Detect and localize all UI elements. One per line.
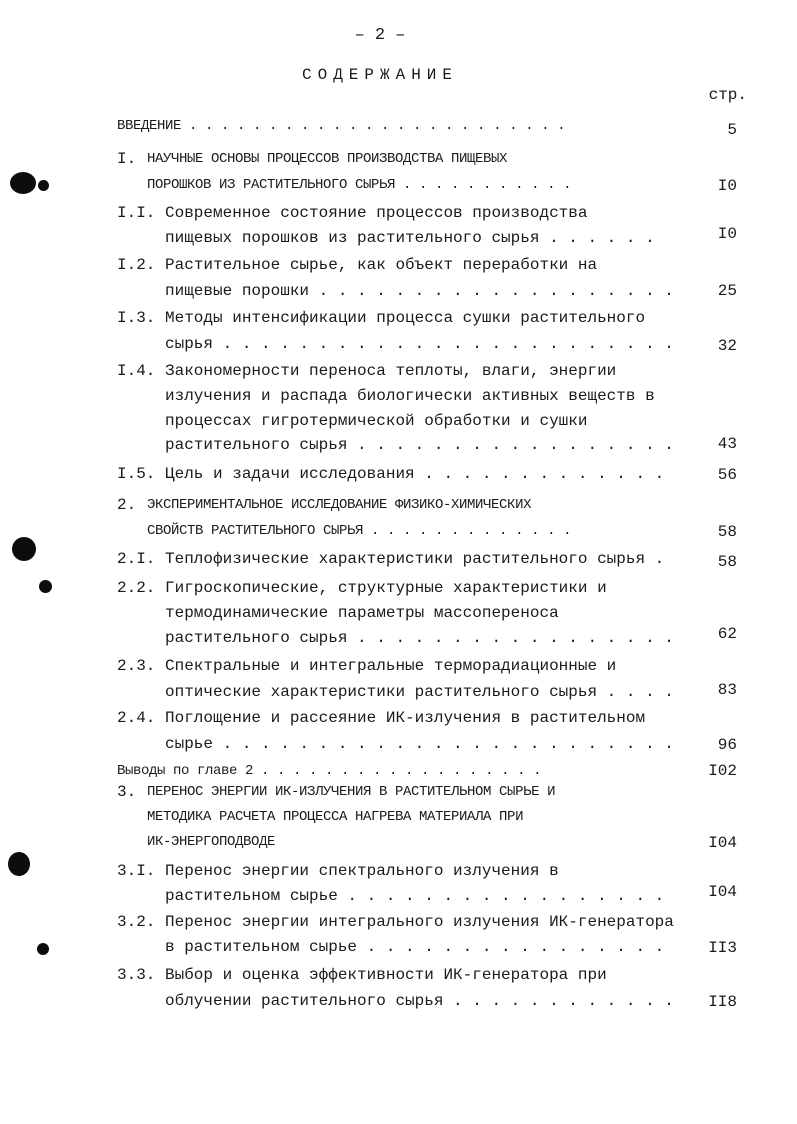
toc-entry-line: Спектральные и интегральные терморадиационные и xyxy=(165,657,617,675)
page-number: – 2 – xyxy=(354,26,406,45)
toc-entry-line: Перенос энергии спектрального излучения в xyxy=(165,862,559,880)
toc-page-number: 56 xyxy=(717,466,737,484)
toc-entry-line: термодинамические параметры массопереноса xyxy=(165,604,559,622)
toc-entry-line: Теплофизические характеристики растительного сырья . xyxy=(165,550,665,568)
toc-page-number: I02 xyxy=(708,762,737,780)
contents-title: СОДЕРЖАНИЕ xyxy=(301,66,458,84)
toc-entry-number: 2.I. xyxy=(117,550,156,568)
toc-page-number: 58 xyxy=(717,523,737,541)
toc-entry-line: МЕТОДИКА РАСЧЕТА ПРОЦЕССА НАГРЕВА МАТЕРИАЛА ПРИ xyxy=(147,809,524,825)
toc-entry-line: Выбор и оценка эффективности ИК-генератора при xyxy=(165,966,607,984)
toc-entry-line: пищевые порошки . . . . . . . . . . . . . . . . . . . xyxy=(165,282,674,300)
toc-entry-line: ЭКСПЕРИМЕНТАЛЬНОЕ ИССЛЕДОВАНИЕ ФИЗИКО-ХИМИЧЕСКИХ xyxy=(147,497,532,513)
toc-entry-number: 3. xyxy=(117,783,137,801)
toc-page-number: I0 xyxy=(717,177,737,195)
toc-entry-number: I.I. xyxy=(117,204,156,222)
toc-entry-line: в растительном сырье . . . . . . . . . . . . . . . . xyxy=(165,938,665,956)
toc-entry-line: пищевых порошков из растительного сырья . . . . . . xyxy=(165,229,655,247)
toc-entry-number: I.2. xyxy=(117,256,156,274)
toc-page-number: 62 xyxy=(717,625,737,643)
toc-page-number: 58 xyxy=(717,553,737,571)
toc-entry-line: ИК-ЭНЕРГОПОДВОДЕ xyxy=(147,834,276,850)
toc-entry-number: I.4. xyxy=(117,362,156,380)
toc-entry-line: Поглощение и рассеяние ИК-излучения в растительном xyxy=(165,709,646,727)
toc-page-number: 5 xyxy=(727,121,737,139)
toc-entry-line: Современное состояние процессов производства xyxy=(165,204,588,222)
toc-entry-line: сырье . . . . . . . . . . . . . . . . . . . . . . . . xyxy=(165,735,674,753)
toc-entry-line: Закономерности переноса теплоты, влаги, энергии xyxy=(165,362,617,380)
toc-entry-line: сырья . . . . . . . . . . . . . . . . . . . . . . . . xyxy=(165,335,674,353)
toc-entry-line: Гигроскопические, структурные характеристики и xyxy=(165,579,607,597)
toc-entry-line: растительном сырье . . . . . . . . . . . . . . . . . xyxy=(165,887,665,905)
page-column-label: стр. xyxy=(708,86,747,104)
toc-entry-number: 3.2. xyxy=(117,913,156,931)
toc-page-number: II8 xyxy=(708,993,737,1011)
toc-entry-number: 2.4. xyxy=(117,709,156,727)
toc-entry-line: Методы интенсификации процесса сушки растительного xyxy=(165,309,646,327)
toc-page-number: 32 xyxy=(717,337,737,355)
toc-entry-line: растительного сырья . . . . . . . . . . . . . . . . . xyxy=(165,436,674,454)
toc-entry-line: ПЕРЕНОС ЭНЕРГИИ ИК-ИЗЛУЧЕНИЯ В РАСТИТЕЛЬНОМ СЫРЬЕ И xyxy=(147,784,556,800)
toc-entry-line: Выводы по главе 2 . . . . . . . . . . . . . . . . . . xyxy=(117,763,542,779)
toc-entry-line: Растительное сырье, как объект переработки на xyxy=(165,256,598,274)
toc-entry-line: Перенос энергии интегрального излучения ИК-генератора xyxy=(165,913,674,931)
toc-page-number: 25 xyxy=(717,282,737,300)
toc-entry-number: 2.2. xyxy=(117,579,156,597)
toc-page-number: II3 xyxy=(708,939,737,957)
toc-entry-number: 2. xyxy=(117,496,137,514)
punch-hole-mark xyxy=(38,180,49,191)
punch-hole-mark xyxy=(39,580,52,593)
toc-entry-line: Цель и задачи исследования . . . . . . . . . . . . . xyxy=(165,465,665,483)
toc-entry-line: ПОРОШКОВ ИЗ РАСТИТЕЛЬНОГО СЫРЬЯ . . . . . . . . . . . xyxy=(147,177,572,193)
toc-page-number: I04 xyxy=(708,883,737,901)
toc-page-number: 43 xyxy=(717,435,737,453)
toc-entry-line: процессах гигротермической обработки и сушки xyxy=(165,412,588,430)
toc-page-number: I04 xyxy=(708,834,737,852)
toc-entry-line: оптические характеристики растительного сырья . . . . xyxy=(165,683,674,701)
toc-entry-line: СВОЙСТВ РАСТИТЕЛЬНОГО СЫРЬЯ . . . . . . . . . . . . . xyxy=(147,523,572,539)
toc-entry-line: НАУЧНЫЕ ОСНОВЫ ПРОЦЕССОВ ПРОИЗВОДСТВА ПИЩЕВЫХ xyxy=(147,151,508,167)
punch-hole-mark xyxy=(12,537,36,561)
toc-page-number: 96 xyxy=(717,736,737,754)
toc-entry-number: I.3. xyxy=(117,309,156,327)
toc-entry-line: растительного сырья . . . . . . . . . . . . . . . . . xyxy=(165,629,674,647)
punch-hole-mark xyxy=(8,852,30,876)
punch-hole-mark xyxy=(37,943,49,955)
toc-entry-line: облучении растительного сырья . . . . . . . . . . . . xyxy=(165,992,674,1010)
toc-entry-line: ВВЕДЕНИЕ . . . . . . . . . . . . . . . . . . . . . . . . xyxy=(117,118,566,134)
toc-entry-line: излучения и распада биологически активных веществ в xyxy=(165,387,655,405)
punch-hole-mark xyxy=(10,172,36,194)
toc-entry-number: I.5. xyxy=(117,465,156,483)
toc-entry-number: I. xyxy=(117,150,137,168)
toc-entry-number: 2.3. xyxy=(117,657,156,675)
toc-page-number: I0 xyxy=(717,225,737,243)
toc-page-number: 83 xyxy=(717,681,737,699)
toc-entry-number: 3.3. xyxy=(117,966,156,984)
toc-entry-number: 3.I. xyxy=(117,862,156,880)
